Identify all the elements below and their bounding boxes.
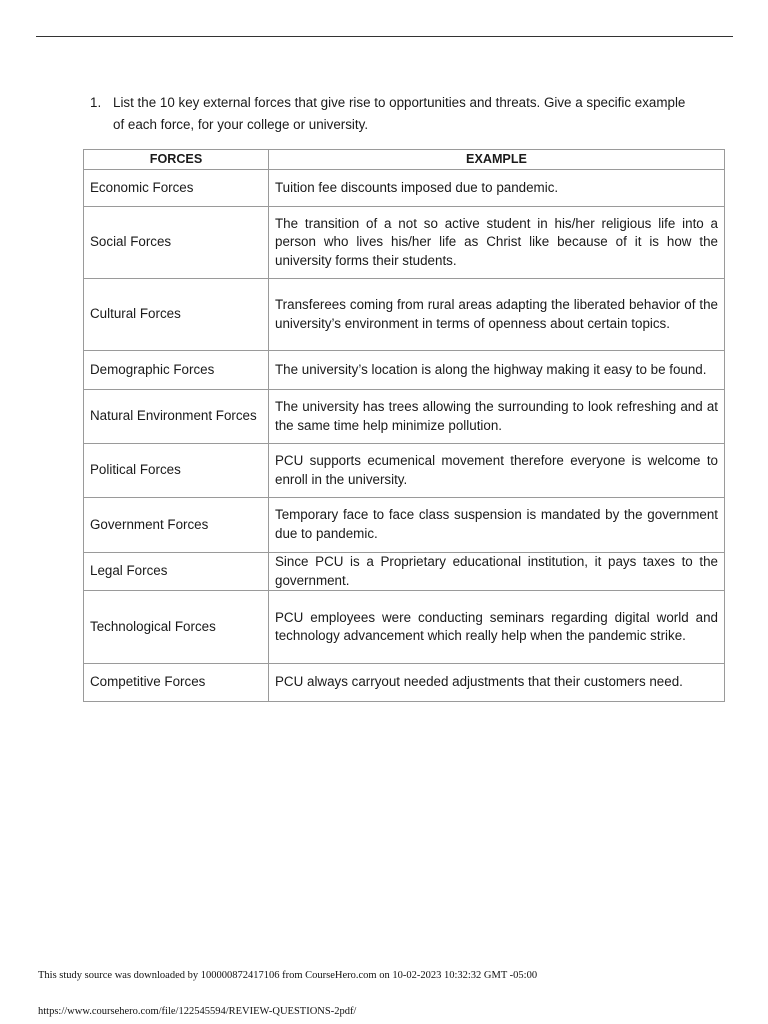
force-cell: Political Forces (84, 444, 269, 498)
force-cell: Cultural Forces (84, 279, 269, 351)
header-example: EXAMPLE (269, 150, 725, 170)
question-number: 1. (90, 95, 102, 110)
example-cell: PCU always carryout needed adjustments that their customers need. (269, 664, 725, 702)
example-cell: PCU employees were conducting seminars regarding digital world and technology advancement which really help when the pandemic strike. (269, 591, 725, 664)
example-cell: Since PCU is a Proprietary educational institution, it pays taxes to the government. (269, 553, 725, 591)
table-row (84, 664, 725, 702)
header-forces: FORCES (84, 150, 269, 170)
force-cell: Competitive Forces (84, 664, 269, 702)
force-cell: Natural Environment Forces (84, 390, 269, 444)
table-row (84, 390, 725, 444)
force-cell: Economic Forces (84, 170, 269, 207)
table-row (84, 170, 725, 207)
example-cell: Transferees coming from rural areas adapting the liberated behavior of the university’s environment in terms of openness about certain topics. (269, 279, 725, 351)
force-cell: Technological Forces (84, 591, 269, 664)
table-row (84, 591, 725, 664)
table-header-row (84, 150, 725, 170)
force-cell: Government Forces (84, 498, 269, 553)
force-cell: Legal Forces (84, 553, 269, 591)
example-cell: The university’s location is along the highway making it easy to be found. (269, 351, 725, 390)
question-item (90, 92, 690, 136)
table-row (84, 207, 725, 279)
top-divider (36, 36, 733, 37)
table-row (84, 553, 725, 591)
example-cell: Temporary face to face class suspension is mandated by the government due to pandemic. (269, 498, 725, 553)
force-cell: Demographic Forces (84, 351, 269, 390)
example-cell: The transition of a not so active student in his/her religious life into a person who lives his/her life as Christ like because of it is how the university forms their students. (269, 207, 725, 279)
table-row (84, 279, 725, 351)
example-cell: Tuition fee discounts imposed due to pandemic. (269, 170, 725, 207)
download-source-note: This study source was downloaded by 100000872417106 from CourseHero.com on 10-02-2023 10:32:32 GMT -05:00 (38, 970, 538, 981)
table-row (84, 444, 725, 498)
table-row (84, 498, 725, 553)
table-row (84, 351, 725, 390)
question-text: List the 10 key external forces that give rise to opportunities and threats. Give a specific example of each force, for your college or university. (113, 95, 686, 132)
example-cell: PCU supports ecumenical movement therefore everyone is welcome to enroll in the university. (269, 444, 725, 498)
source-url: https://www.coursehero.com/file/122545594/REVIEW-QUESTIONS-2pdf/ (38, 1006, 357, 1017)
force-cell: Social Forces (84, 207, 269, 279)
example-cell: The university has trees allowing the surrounding to look refreshing and at the same time help minimize pollution. (269, 390, 725, 444)
forces-table (83, 149, 725, 702)
